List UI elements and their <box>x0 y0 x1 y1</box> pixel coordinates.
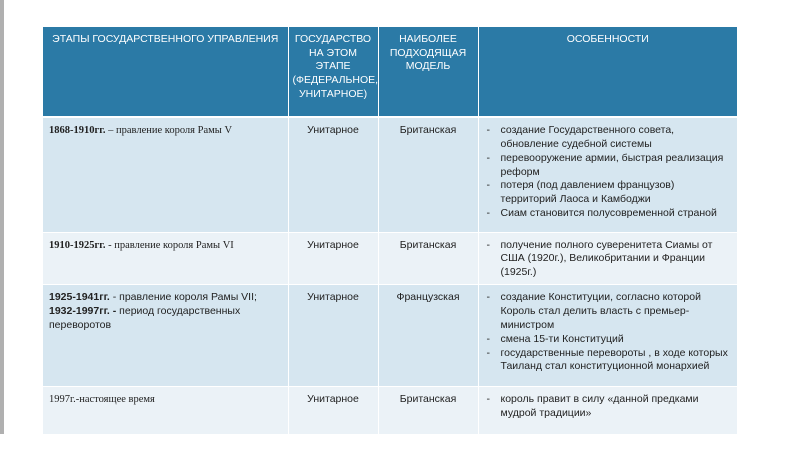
feature-item: - перевооружение армии, быстрая реализация реформ <box>501 152 732 180</box>
table-header-row <box>43 27 737 117</box>
slide-left-edge <box>0 0 4 450</box>
stage-description: - правление короля Рамы VII; <box>109 291 257 304</box>
stage-years: 1932-1997гг. - <box>49 304 117 317</box>
feature-item: - король правит в силу «данной предками мудрой традиции» <box>501 393 732 421</box>
stage-years: 1925-1941гг. <box>49 291 110 304</box>
model-cell: Французская <box>378 285 478 387</box>
features-cell <box>478 232 737 285</box>
features-cell <box>478 285 737 387</box>
features-cell <box>478 387 737 437</box>
feature-item: - создание Конституции, согласно которой Король стал делить власть с премьер-министром <box>501 291 732 333</box>
feature-item: - получение полного суверенитета Сиамы от США (1920г.), Великобритании и Франции (1925г.) <box>501 239 732 281</box>
header-stages: ЭТАПЫ ГОСУДАРСТВЕННОГО УПРАВЛЕНИЯ <box>43 27 288 117</box>
stage-years: 1868-1910гг. <box>49 125 106 136</box>
features-list <box>485 124 732 221</box>
table-row <box>43 285 737 387</box>
slide-bottom-margin <box>0 434 800 450</box>
stage-description: – правление короля Рамы V <box>105 125 233 136</box>
feature-item: - создание Государственного совета, обновление судебной системы <box>501 124 732 152</box>
stage-description: - правление короля Рамы VI <box>105 239 234 251</box>
government-stages-table <box>43 27 737 437</box>
feature-item: - потеря (под давлением французов) территорий Лаоса и Камбоджи <box>501 179 732 207</box>
stage-cell <box>43 285 288 387</box>
header-features: ОСОБЕННОСТИ <box>478 27 737 117</box>
model-cell: Британская <box>378 117 478 232</box>
stage-cell <box>43 117 288 232</box>
stage-cell <box>43 387 288 437</box>
model-cell: Британская <box>378 387 478 437</box>
header-model: НАИБОЛЕЕ ПОДХОДЯЩАЯ МОДЕЛЬ <box>378 27 478 117</box>
features-list <box>485 239 732 281</box>
stage-years: 1910-1925гг. <box>49 239 106 251</box>
state-type-cell: Унитарное <box>288 232 378 285</box>
feature-item: - государственные перевороты , в ходе которых Таиланд стал конституционной монархией <box>501 347 732 375</box>
feature-item: - Сиам становится полусовременной страной <box>501 207 732 221</box>
stage-cell <box>43 232 288 285</box>
features-cell <box>478 117 737 232</box>
stage-description: период государственных переворотов <box>49 304 241 331</box>
state-type-cell: Унитарное <box>288 285 378 387</box>
model-cell: Британская <box>378 232 478 285</box>
table-row <box>43 232 737 285</box>
feature-item: - смена 15-ти Конституций <box>501 333 732 347</box>
features-list <box>485 393 732 421</box>
state-type-cell: Унитарное <box>288 387 378 437</box>
header-state-type: ГОСУДАРСТВО НА ЭТОМ ЭТАПЕ (ФЕДЕРАЛЬНОЕ, УНИТАРНОЕ) <box>288 27 378 117</box>
stage-description: 1997г.-настоящее время <box>49 394 155 406</box>
features-list <box>485 291 732 374</box>
table-row <box>43 387 737 437</box>
table-row <box>43 117 737 232</box>
state-type-cell: Унитарное <box>288 117 378 232</box>
